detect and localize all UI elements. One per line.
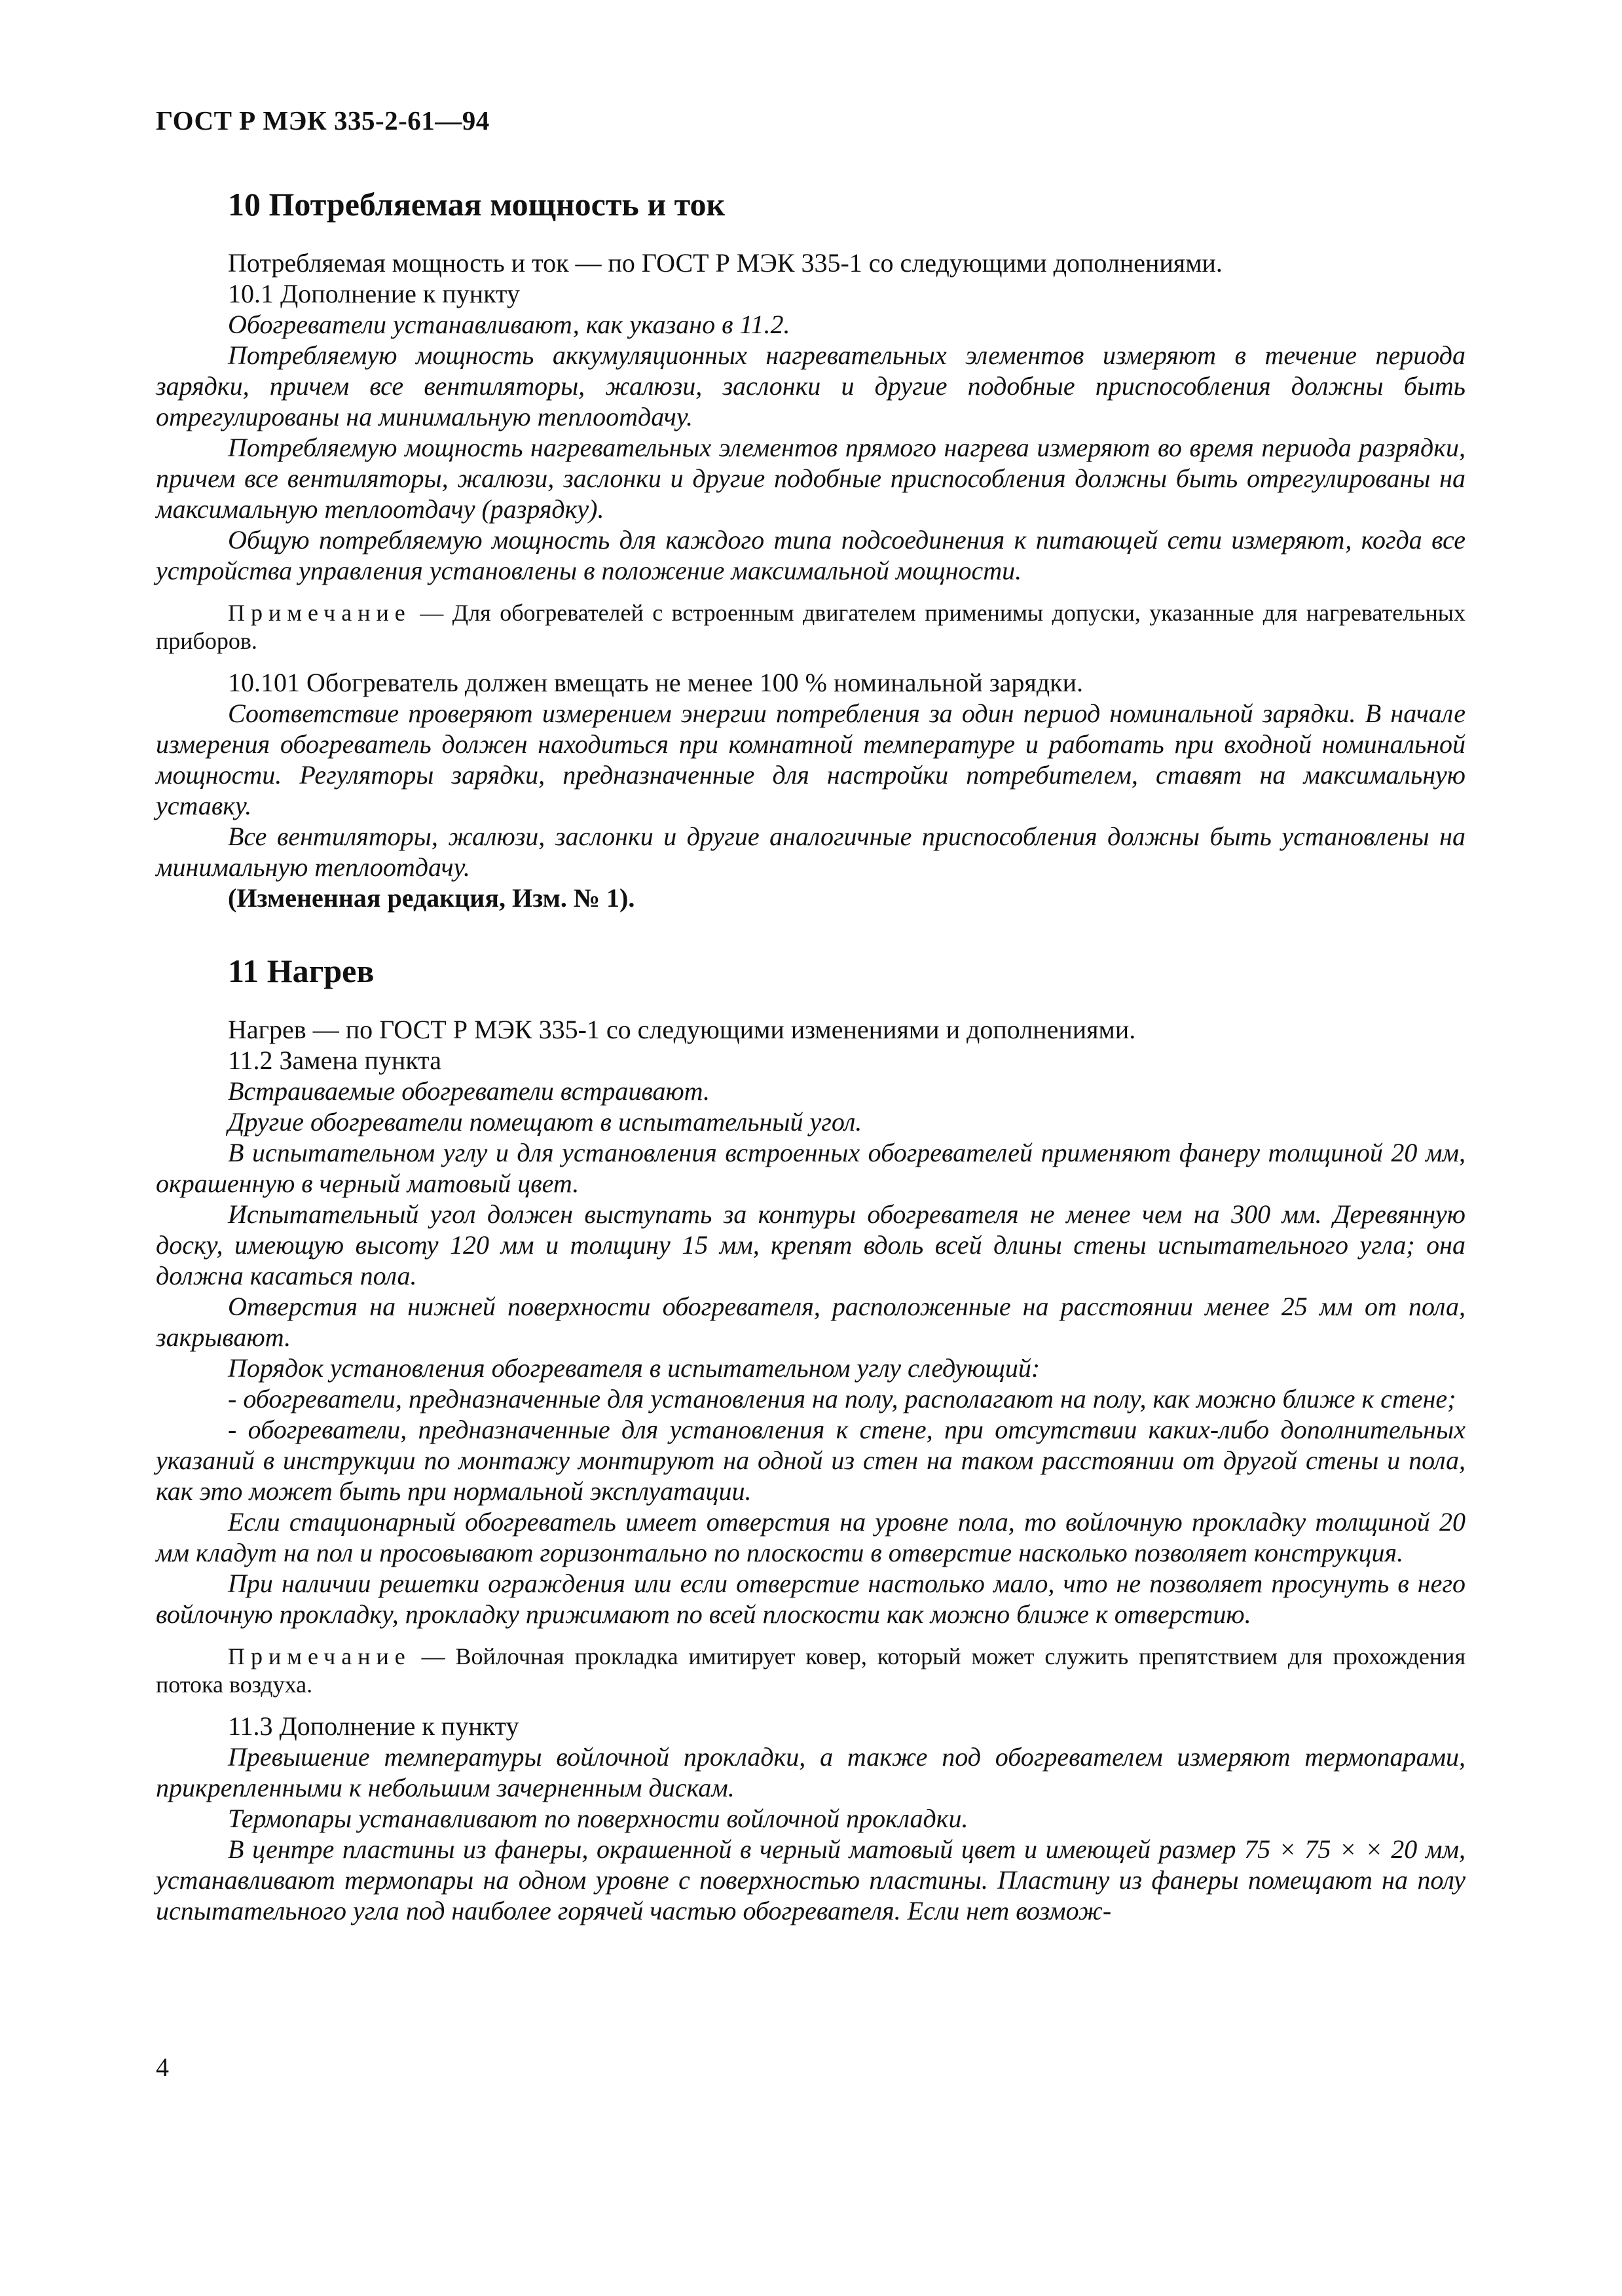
note-label: Примечание bbox=[228, 600, 411, 626]
document-header: ГОСТ Р МЭК 335-2-61—94 bbox=[156, 105, 490, 136]
paragraph: В центре пластины из фанеры, окрашенной в черный матовый цвет и имеющей размер 75 × 75 × × 20 мм, устанавливают термопары на одном уровне с поверхностью пластины. Пластину из фанеры помещают на полу испытательного угла под наиболее горячей частью обогревателя. Если нет возмож- bbox=[156, 1834, 1465, 1925]
amendment-note: (Измененная редакция, Изм. № 1). bbox=[228, 883, 635, 913]
paragraph: В испытательном углу и для установления встроенных обогревателей применяют фанеру толщиной 20 мм, окрашенную в черный матовый цвет. bbox=[156, 1138, 1465, 1198]
section-10-title: 10 Потребляемая мощность и ток bbox=[228, 186, 726, 223]
clause-10-1: 10.1 Дополнение к пункту bbox=[228, 279, 520, 308]
note-text: — Для обогревателей с встроенным двигателем применимы допуски, указанные для нагревательных приборов. bbox=[156, 600, 1465, 654]
paragraph: Общую потребляемую мощность для каждого типа подсоединения к питающей сети измеряют, когда все устройства управления установлены в положение максимальной мощности. bbox=[156, 525, 1465, 585]
list-item: - обогреватели, предназначенные для установления на полу, располагают на полу, как можно ближе к стене; bbox=[228, 1384, 1456, 1413]
paragraph: Потребляемую мощность аккумуляционных нагревательных элементов измеряют в течение периода зарядки, причем все вентиляторы, жалюзи, заслонки и другие подобные приспособления должны быть отрегулированы на минимальную теплоотдачу. bbox=[156, 340, 1465, 431]
paragraph: Обогреватели устанавливают, как указано в 11.2. bbox=[228, 310, 790, 339]
clause-11-3: 11.3 Дополнение к пункту bbox=[228, 1711, 519, 1741]
clause-11-2: 11.2 Замена пункта bbox=[228, 1046, 441, 1075]
note bbox=[156, 599, 1465, 655]
section-11-intro: Нагрев — по ГОСТ Р МЭК 335-1 со следующими изменениями и дополнениями. bbox=[228, 1015, 1136, 1044]
paragraph: Соответствие проверяют измерением энергии потребления за один период номинальной зарядки. В начале измерения обогреватель должен находиться при комнатной температуре и работать при входной номинальной мощности. Регуляторы зарядки, предназначенные для настройки потребителем, ставят на максимальную уставку. bbox=[156, 699, 1465, 820]
page-number: 4 bbox=[156, 2052, 169, 2082]
paragraph: При наличии решетки ограждения или если отверстие настолько мало, что не позволяет просунуть в него войлочную прокладку, прокладку прижимают по всей плоскости как можно ближе к отверстию. bbox=[156, 1569, 1465, 1629]
list-item: - обогреватели, предназначенные для установления к стене, при отсутствии каких-либо дополнительных указаний в инструкции по монтажу монтируют на одной из стен на таком расстоянии от другой стены и пола, как это может быть при нормальной эксплуатации. bbox=[156, 1415, 1465, 1506]
section-11-title: 11 Нагрев bbox=[228, 953, 375, 989]
paragraph: Испытательный угол должен выступать за контуры обогревателя не менее чем на 300 мм. Деревянную доску, имеющую высоту 120 мм и толщину 15 мм, крепят вдоль всей длины стены испытательного угла; она должна касаться пола. bbox=[156, 1199, 1465, 1290]
paragraph: Превышение температуры войлочной прокладки, а также под обогревателем измеряют термопарами, прикрепленными к небольшим зачерненным дискам. bbox=[156, 1742, 1465, 1802]
document-body bbox=[156, 185, 1465, 1926]
paragraph: Отверстия на нижней поверхности обогревателя, расположенные на расстоянии менее 25 мм от пола, закрывают. bbox=[156, 1292, 1465, 1352]
paragraph: Потребляемую мощность нагревательных элементов прямого нагрева измеряют во время периода разрядки, причем все вентиляторы, жалюзи, заслонки и другие подобные приспособления должны быть отрегулированы на максимальную теплоотдачу (разрядку). bbox=[156, 433, 1465, 524]
paragraph: Все вентиляторы, жалюзи, заслонки и другие аналогичные приспособления должны быть установлены на минимальную теплоотдачу. bbox=[156, 822, 1465, 882]
paragraph: Встраиваемые обогреватели встраивают. bbox=[228, 1076, 710, 1106]
paragraph: Порядок установления обогревателя в испытательном углу следующий: bbox=[228, 1353, 1041, 1383]
note-text: — Войлочная прокладка имитирует ковер, который может служить препятствием для прохождения потока воздуха. bbox=[156, 1643, 1465, 1698]
section-10-intro: Потребляемая мощность и ток — по ГОСТ Р МЭК 335-1 со следующими дополнениями. bbox=[228, 248, 1223, 278]
note bbox=[156, 1643, 1465, 1699]
paragraph: Другие обогреватели помещают в испытательный угол. bbox=[228, 1107, 862, 1137]
note-label: Примечание bbox=[228, 1643, 411, 1669]
paragraph: Если стационарный обогреватель имеет отверстия на уровне пола, то войлочную прокладку толщиной 20 мм кладут на пол и просовывают горизонтально по плоскости в отверстие насколько позволяет конструкция. bbox=[156, 1507, 1465, 1567]
paragraph: Термопары устанавливают по поверхности войлочной прокладки. bbox=[228, 1804, 968, 1833]
clause-10-101: 10.101 Обогреватель должен вмещать не менее 100 % номинальной зарядки. bbox=[228, 668, 1083, 697]
